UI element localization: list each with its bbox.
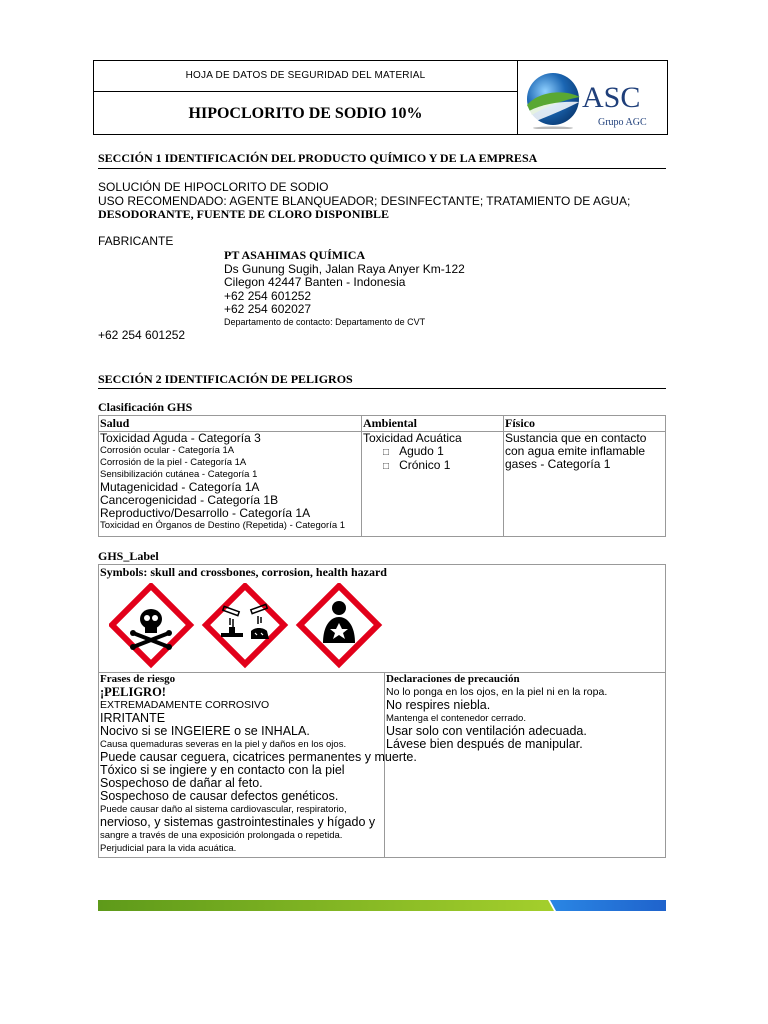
risk-phrase: Tóxico si se ingiere y en contacto con la piel [100,763,345,777]
precautions-column [385,673,666,857]
health-classification-item: Sensibilización cutánea - Categoría 1 [100,469,258,480]
section2-rule [98,388,666,389]
environmental-header: Ambiental [362,416,503,432]
risk-phrases-header: Frases de riesgo [100,673,176,685]
address-line-2: Cilegon 42447 Banten - Indonesia [224,275,406,289]
precaution-statement: Lávese bien después de manipular. [386,737,583,751]
risk-phrase: Puede causar daño al sistema cardiovascular, respiratorio, [100,804,347,815]
risk-phrase: Nocivo si se INGEIERE o se INHALA. [100,724,310,738]
risk-phrase: Sospechoso de dañar al feto. [100,776,263,790]
ghs-classification-table [98,415,666,537]
ghs-label-title: GHS_Label [98,549,159,563]
skull-crossbones-icon [112,586,190,664]
precaution-statement: Mantenga el contenedor cerrado. [386,713,526,724]
document-type: HOJA DE DATOS DE SEGURIDAD DEL MATERIAL [94,61,517,92]
physical-item: Sustancia que en contacto [505,431,647,445]
footer-color-bar [98,900,666,911]
ghs-label-table [98,564,666,858]
health-classification-item: Cancerogenicidad - Categoría 1B [100,493,279,507]
environmental-item: □ Crónico 1 [383,458,451,472]
precautions-list [386,686,666,751]
phone-1: +62 254 601252 [224,289,312,303]
document-header [93,60,668,135]
logo-text: ASC [582,81,641,114]
checkbox-icon: □ [383,461,390,472]
precaution-statement: Usar solo con ventilación adecuada. [386,724,587,738]
symbols-row [99,565,665,673]
risk-phrase: nervioso, y sistemas gastrointestinales y hígado y [100,815,376,829]
health-hazard-icon [300,586,378,664]
precaution-statement: No lo ponga en los ojos, en la piel ni en la ropa. [386,686,608,698]
risk-phrase: IRRITANTE [100,711,166,725]
product-name: SOLUCIÓN DE HIPOCLORITO DE SODIO [98,180,329,194]
health-classification-item: Reproductivo/Desarrollo - Categoría 1A [100,506,311,520]
risk-phrase: Perjudicial para la vida acuática. [100,843,237,854]
asc-logo [524,69,662,129]
risk-phrase: Sospechoso de causar defectos genéticos. [100,789,339,803]
precautions-header: Declaraciones de precaución [386,673,520,685]
section1-rule [98,168,666,169]
health-classification-item: Toxicidad Aguda - Categoría 3 [100,431,261,445]
health-list [99,432,361,532]
physical-column [504,416,665,536]
emergency-phone: +62 254 601252 [98,328,186,342]
address-line-1: Ds Gunung Sugih, Jalan Raya Anyer Km-122 [224,262,465,276]
checkbox-icon: □ [383,447,390,458]
health-header: Salud [99,416,361,432]
header-title-block [94,61,518,134]
recommended-use: USO RECOMENDADO: AGENTE BLANQUEADOR; DESINFECTANTE; TRATAMIENTO DE AGUA; [98,194,631,208]
ghs-classification-label: Clasificación GHS [98,400,193,414]
recommended-use-cont: DESODORANTE, FUENTE DE CLORO DISPONIBLE [98,207,390,221]
environmental-item: Toxicidad Acuática [363,431,462,445]
contact-department: Departamento de contacto: Departamento de CVT [224,317,426,327]
risk-phrase: EXTREMADAMENTE CORROSIVO [100,699,270,711]
manufacturer-label: FABRICANTE [98,234,174,248]
precaution-statement: No respires niebla. [386,698,491,712]
risk-phrase: Puede causar ceguera, cicatrices permanentes y muerte. [100,750,417,764]
document-title: HIPOCLORITO DE SODIO 10% [188,105,423,122]
risk-phrases-list [100,685,417,855]
risk-phrase: sangre a través de una exposición prolongada o repetida. [100,830,343,841]
section2-title: SECCIÓN 2 IDENTIFICACIÓN DE PELIGROS [98,372,353,386]
risk-phrase: ¡PELIGRO! [100,685,166,699]
risk-phrases-column [99,673,417,857]
health-classification-item: Corrosión ocular - Categoría 1A [100,445,235,456]
hazard-pictograms [109,583,389,673]
health-classification-item: Corrosión de la piel - Categoría 1A [100,457,247,468]
physical-item: gases - Categoría 1 [505,457,611,471]
health-classification-item: Mutagenicidad - Categoría 1A [100,480,260,494]
physical-item: con agua emite inflamable [505,444,646,458]
health-classification-item: Toxicidad en Órganos de Destino (Repetida) - Categoría 1 [100,520,346,531]
phone-2: +62 254 602027 [224,302,312,316]
risk-phrase: Causa quemaduras severas en la piel y daños en los ojos. [100,739,347,750]
corrosion-icon [206,586,284,664]
section1-title: SECCIÓN 1 IDENTIFICACIÓN DEL PRODUCTO QUÍMICO Y DE LA EMPRESA [98,151,538,165]
environmental-item: □ Agudo 1 [383,444,444,458]
physical-header: Físico [504,416,665,432]
health-column [99,416,362,536]
logo-subtext: Grupo AGC [598,117,647,128]
symbols-text: Symbols: skull and crossbones, corrosion, health hazard [100,565,387,579]
company-name: PT ASAHIMAS QUÍMICA [224,248,366,262]
environmental-column [362,416,504,536]
